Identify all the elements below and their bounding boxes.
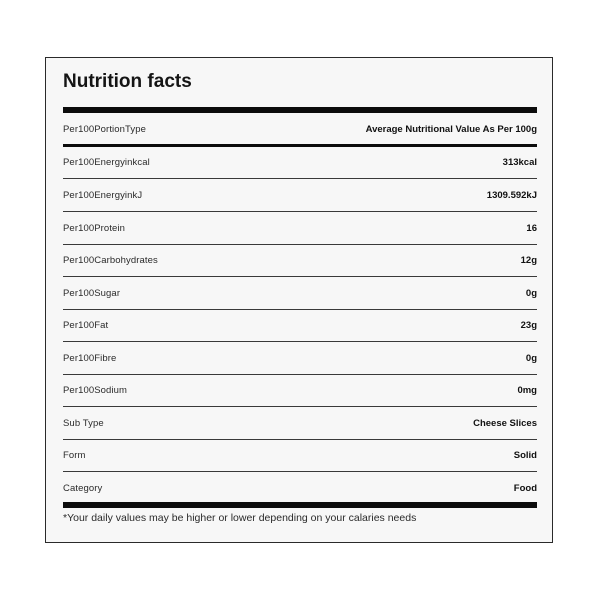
table-row-category [63,472,537,504]
header-value: Average Nutritional Value As Per 100g [365,123,537,135]
table-row-sodium [63,375,537,407]
table-row-energy-kj [63,180,537,212]
table-row-sugar [63,278,537,310]
table-row-fibre [63,343,537,375]
row-label: Category [63,482,103,494]
row-value: Food [513,482,537,494]
row-label: Per100Sodium [63,385,128,396]
table-row-protein [63,213,537,245]
header-divider [63,144,537,147]
row-label: Sub Type [63,418,104,429]
nutrition-facts-card [45,57,553,543]
row-value: 313kcal [502,157,537,168]
table-row-carbohydrates [63,245,537,277]
row-value: 23g [520,320,537,331]
row-value: Cheese Slices [473,418,537,429]
row-label: Per100Protein [63,223,126,234]
row-label: Per100Energyinkcal [63,157,150,168]
table-row-energy-kcal [63,147,537,179]
table-row-fat [63,310,537,342]
footnote: *Your daily values may be higher or lower depending on your calaries needs [63,512,417,524]
row-value: 1309.592kJ [486,190,537,201]
table-row-sub-type [63,408,537,440]
row-value: 16 [526,223,537,234]
table-header-row [63,113,537,145]
header-label: Per100PortionType [63,123,147,135]
row-value: 0g [525,288,537,299]
row-label: Per100EnergyinkJ [63,190,143,201]
row-label: Per100Fat [63,320,109,331]
table-row-form [63,440,537,472]
row-label: Per100Fibre [63,353,117,364]
row-label: Form [63,450,86,461]
nutrition-title: Nutrition facts [63,71,192,92]
footer-divider [63,502,537,508]
row-value: 12g [520,255,537,266]
row-value: Solid [513,450,537,461]
row-value: 0mg [517,385,537,396]
row-value: 0g [525,353,537,364]
row-label: Per100Carbohydrates [63,255,158,266]
row-label: Per100Sugar [63,288,121,299]
